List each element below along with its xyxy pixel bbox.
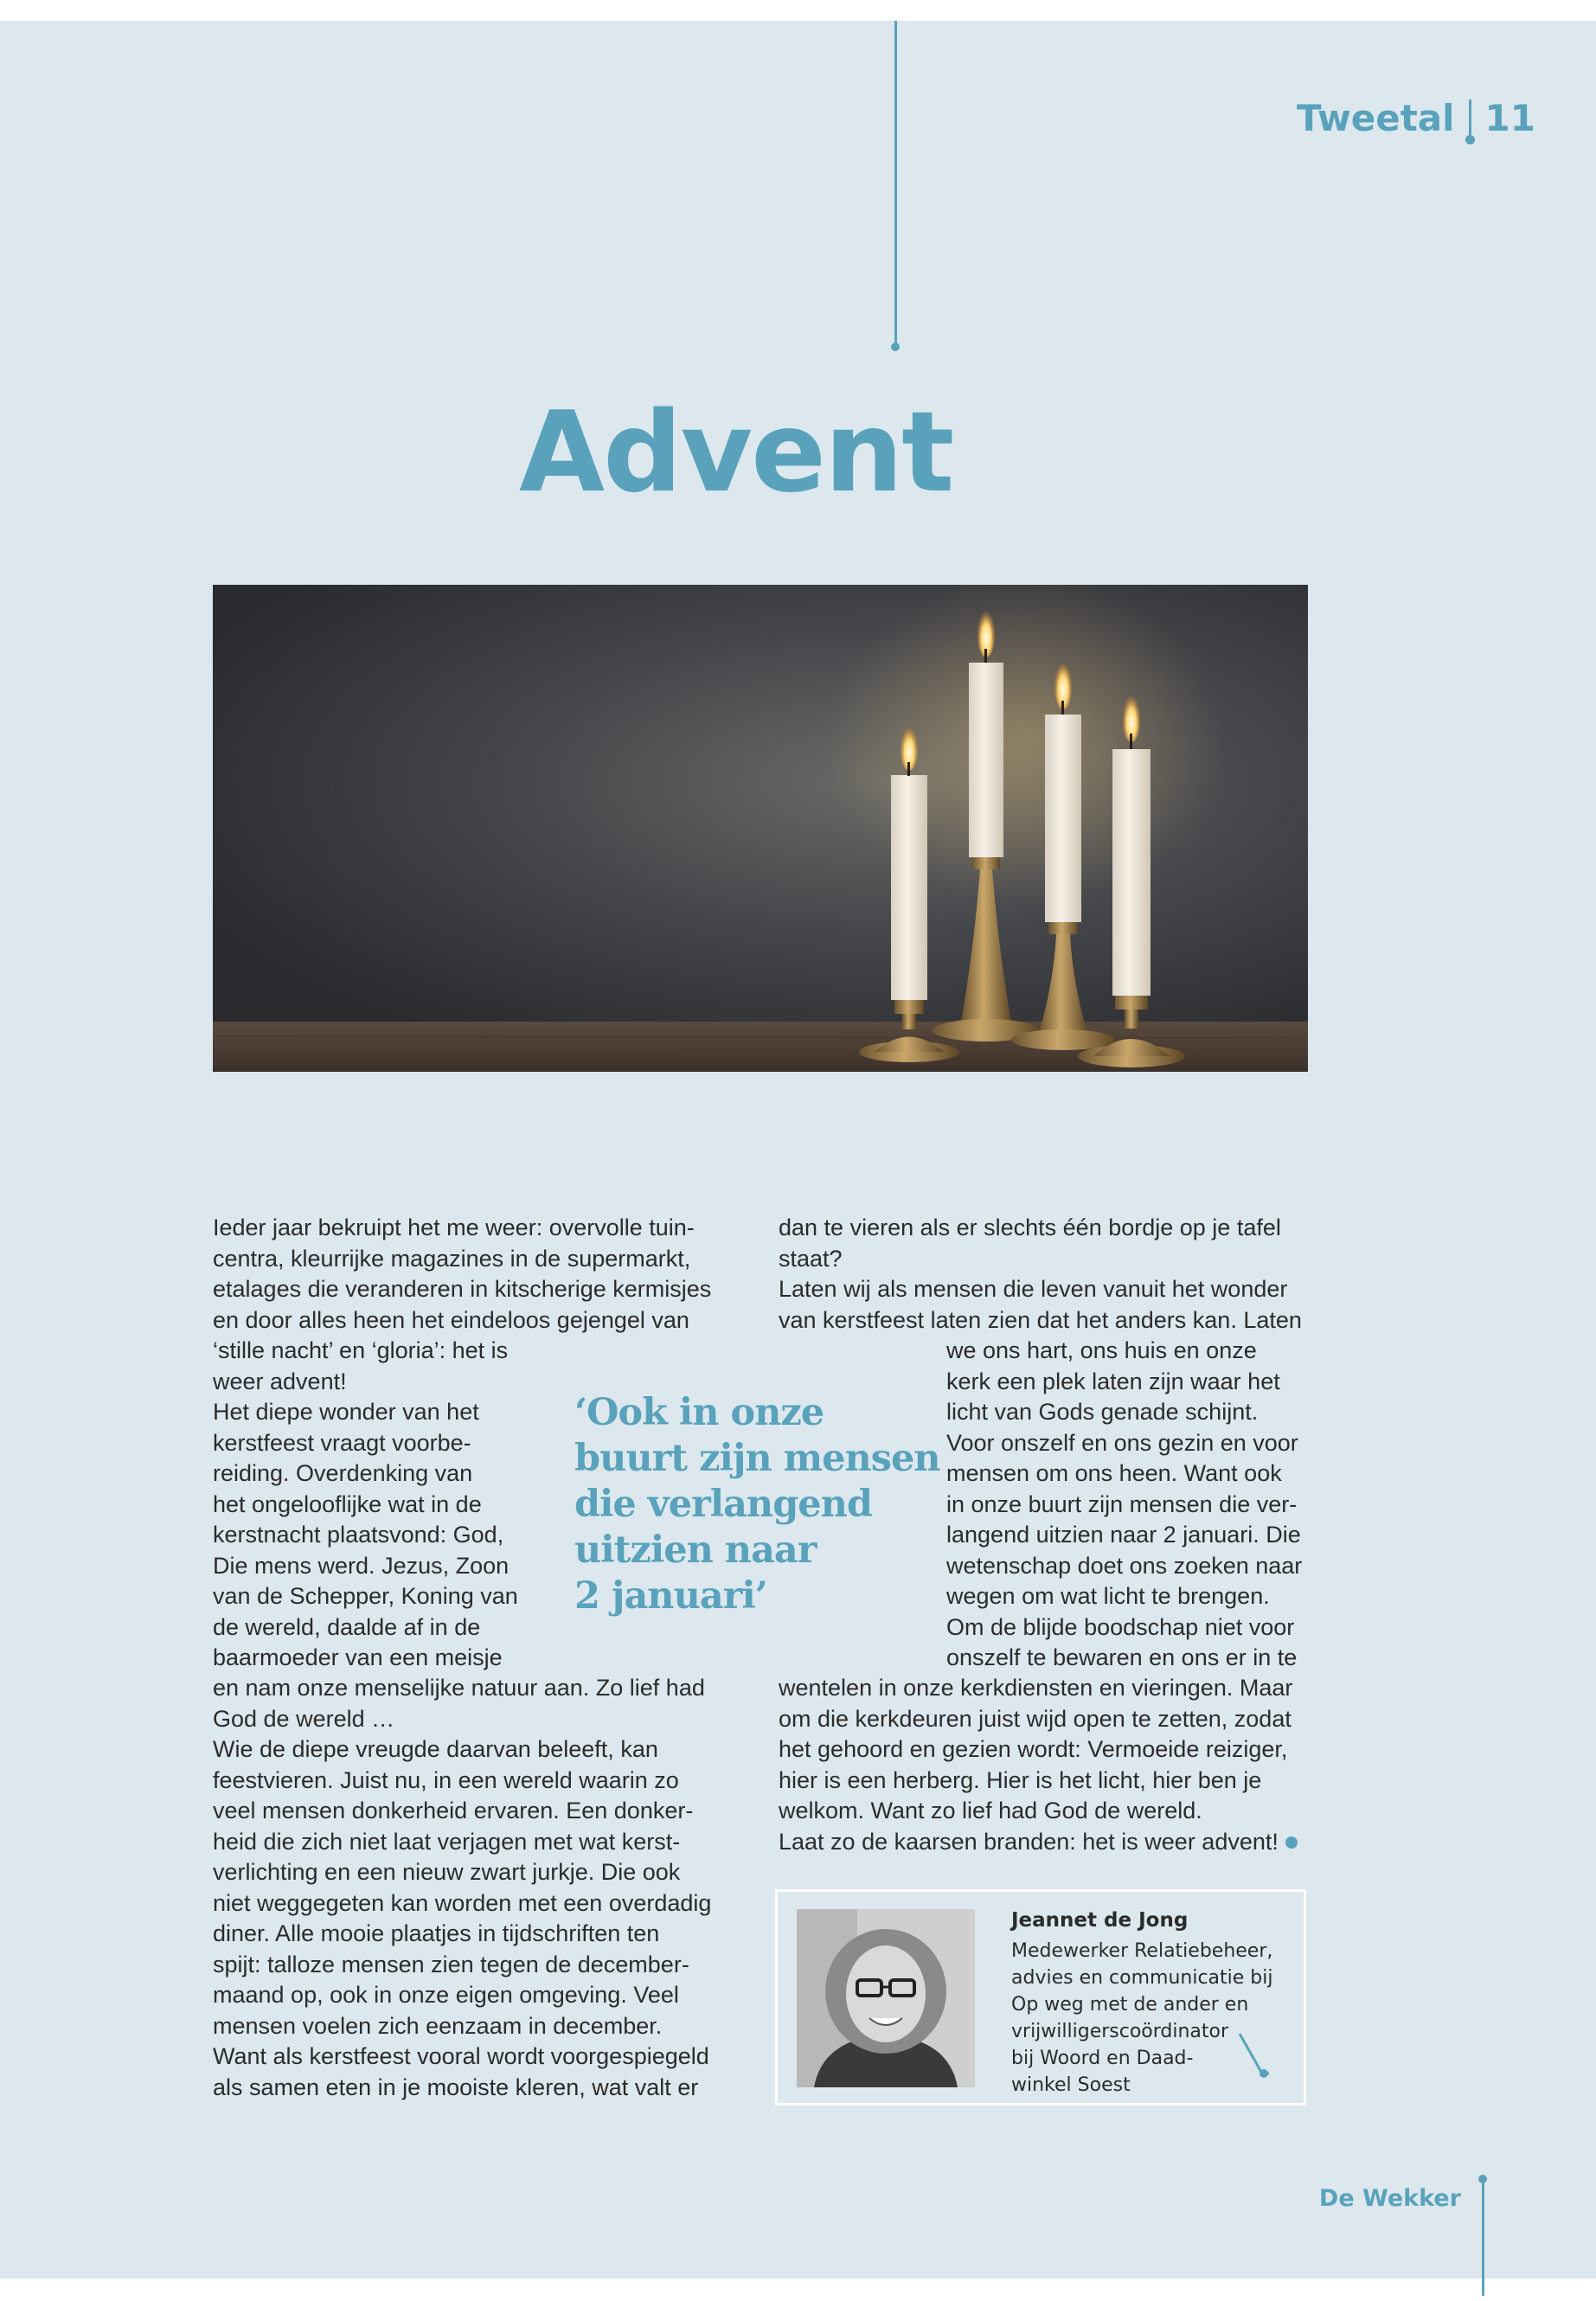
author-role: Medewerker Relatiebeheer, advies en communicatie bij Op weg met de ander en vrijwilligerscoördinator bij Woord en Daad- winkel Soest [1011,1940,1273,2096]
page-header [1297,97,1535,139]
page [0,21,1596,2279]
author-portrait [797,1909,975,2087]
candles-photo [213,585,1308,1072]
article-paragraph-3: en nam onze menselijke natuur aan. Zo lief had God de wereld … Wie de diepe vreugde daarvan beleeft, kan feestvieren. Juist nu, in een wereld waarin zo veel mensen donkerheid ervaren. Een donker- heid die zich niet laat verjagen met wat kerst- verlichting en een nieuw zwart jurkje. Die ook niet weggegeten kan worden met een overdadig diner. Alle mooie plaatjes in tijdschriften ten spijt: talloze mensen zien tegen de december- maand op, ook in onze eigen omgeving. Veel mensen voelen zich eenzaam in december. Want als kerstfeest vooral wordt voorgespiegeld als samen eten in je mooiste kleren, wat valt er [213,1675,712,2100]
footer-decorative-rule [1482,2178,1484,2296]
section-label: Tweetal [1296,97,1455,139]
decorative-arrow-icon [1236,2030,1271,2082]
article-paragraph-5: we ons hart, ons huis en onze kerk een plek laten zijn waar het licht van Gods genade schijnt. Voor onszelf en ons gezin en voor mensen om ons heen. Want ook in onze buurt zijn mensen die ver- langend uitzien naar 2 januari. Die wetenschap doet ons zoeken naar wegen om wat licht te brengen. Om de blijde boodschap niet voor onszelf te bewaren en ons er in te [946,1337,1303,1670]
end-of-article-dot [1285,1836,1298,1849]
article-paragraph-1: Ieder jaar bekruipt het me weer: overvolle tuin- centra, kleurrijke magazines in de supermarkt, etalages die veranderen in kitscherige kermisjes en door alles heen het eindeloos gejengel van ‘stille nacht’ en ‘gloria’: het is weer advent! [213,1215,712,1394]
top-rule-dot [891,343,900,351]
header-separator [1469,99,1471,138]
article-paragraph-6: wentelen in onze kerkdiensten en vieringen. Maar om die kerkdeuren juist wijd open te zetten, zodat het gehoord en gezien wordt: Vermoeide reiziger, hier is een herberg. Hier is het licht, hier ben je welkom. Want zo lief had God de wereld. Laat zo de kaarsen branden: het is weer advent! [779,1675,1293,1855]
article-paragraph-6-wrap [779,1673,1298,1857]
footer-rule-dot [1478,2175,1487,2183]
magazine-name: De Wekker [1318,2185,1461,2212]
article-title: Advent [519,388,953,517]
page-number: 11 [1484,97,1535,139]
author-bio-box [775,1889,1306,2106]
author-name: Jeannet de Jong [1011,1909,1189,1932]
article-paragraph-2: Het diepe wonder van het kerstfeest vraagt voorbe- reiding. Overdenking van het ongelooflijke wat in de kerstnacht plaatsvond: God, Die mens werd. Jezus, Zoon van de Schepper, Koning van de wereld, daalde af in de baarmoeder van een meisje [213,1399,518,1670]
top-decorative-rule [894,21,897,346]
pull-quote: ‘Ook in onze buurt zijn mensen die verlangend uitzien naar 2 januari’ [574,1391,940,1618]
article-paragraph-4: dan te vieren als er slechts één bordje op je tafel staat? Laten wij als mensen die leven vanuit het wonder van kerstfeest laten zien dat het anders kan. Laten [779,1215,1302,1333]
